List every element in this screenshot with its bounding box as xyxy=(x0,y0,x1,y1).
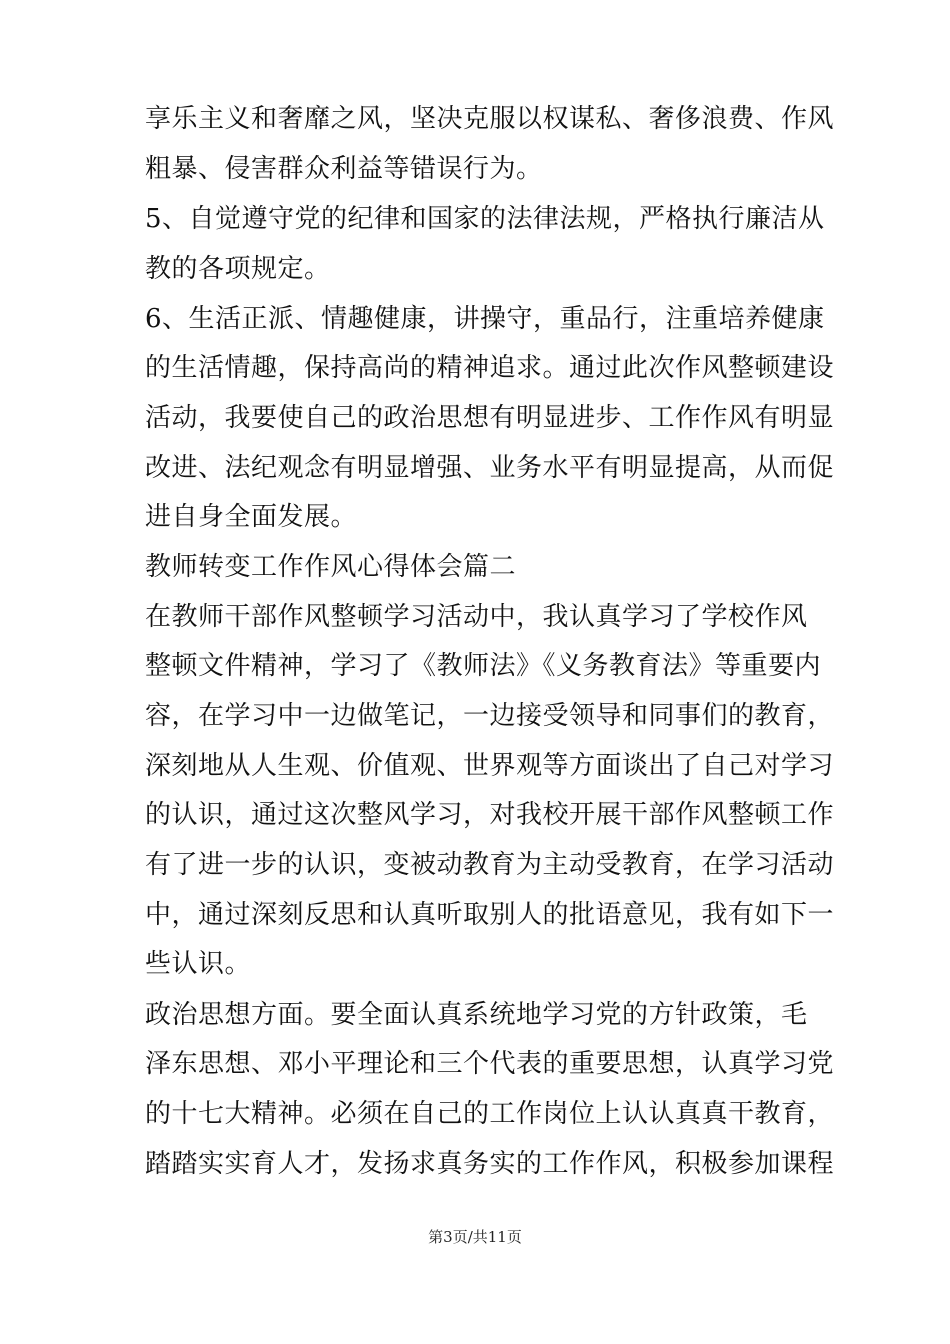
text-line: 进自身全面发展。 xyxy=(145,502,358,532)
page-number-footer: 第3页/共11页 xyxy=(428,1228,522,1246)
text-line: 政治思想方面。要全面认真系统地学习党的方针政策，毛 xyxy=(145,1000,808,1030)
text-line: 的生活情趣，保持高尚的精神追求。通过此次作风整顿建设 xyxy=(145,353,835,383)
text-line: 的十七大精神。必须在自己的工作岗位上认认真真干教育， xyxy=(145,1099,835,1129)
text-line: 在教师干部作风整顿学习活动中，我认真学习了学校作风 xyxy=(145,602,808,632)
text-line: 深刻地从人生观、价值观、世界观等方面谈出了自己对学习 xyxy=(145,751,835,781)
text-line: 中，通过深刻反思和认真听取别人的批语意见，我有如下一 xyxy=(145,900,835,930)
text-line: 活动，我要使自己的政治思想有明显进步、工作作风有明显 xyxy=(145,403,835,433)
text-line: 改进、法纪观念有明显增强、业务水平有明显提高，从而促 xyxy=(145,453,835,483)
text-line: 享乐主义和奢靡之风，坚决克服以权谋私、奢侈浪费、作风 xyxy=(145,104,835,134)
text-line: 有了进一步的认识，变被动教育为主动受教育，在学习活动 xyxy=(145,850,835,880)
text-line: 教的各项规定。 xyxy=(145,254,331,284)
text-line: 6、生活正派、情趣健康，讲操守，重品行，注重培养健康 xyxy=(145,304,825,334)
text-line: 的认识，通过这次整风学习，对我校开展干部作风整顿工作 xyxy=(145,800,835,830)
text-line: 泽东思想、邓小平理论和三个代表的重要思想，认真学习党 xyxy=(145,1049,835,1079)
text-line: 粗暴、侵害群众利益等错误行为。 xyxy=(145,154,543,184)
text-line: 整顿文件精神，学习了《教师法》《义务教育法》等重要内 xyxy=(145,651,822,681)
text-line: 容，在学习中一边做笔记，一边接受领导和同事们的教育， xyxy=(145,701,835,731)
text-line: 些认识。 xyxy=(145,949,252,979)
text-line: 踏踏实实育人才，发扬求真务实的工作作风，积极参加课程 xyxy=(145,1149,835,1179)
text-line: 5、自觉遵守党的纪律和国家的法律法规，严格执行廉洁从 xyxy=(145,204,825,234)
section-heading: 教师转变工作作风心得体会篇二 xyxy=(145,552,517,582)
